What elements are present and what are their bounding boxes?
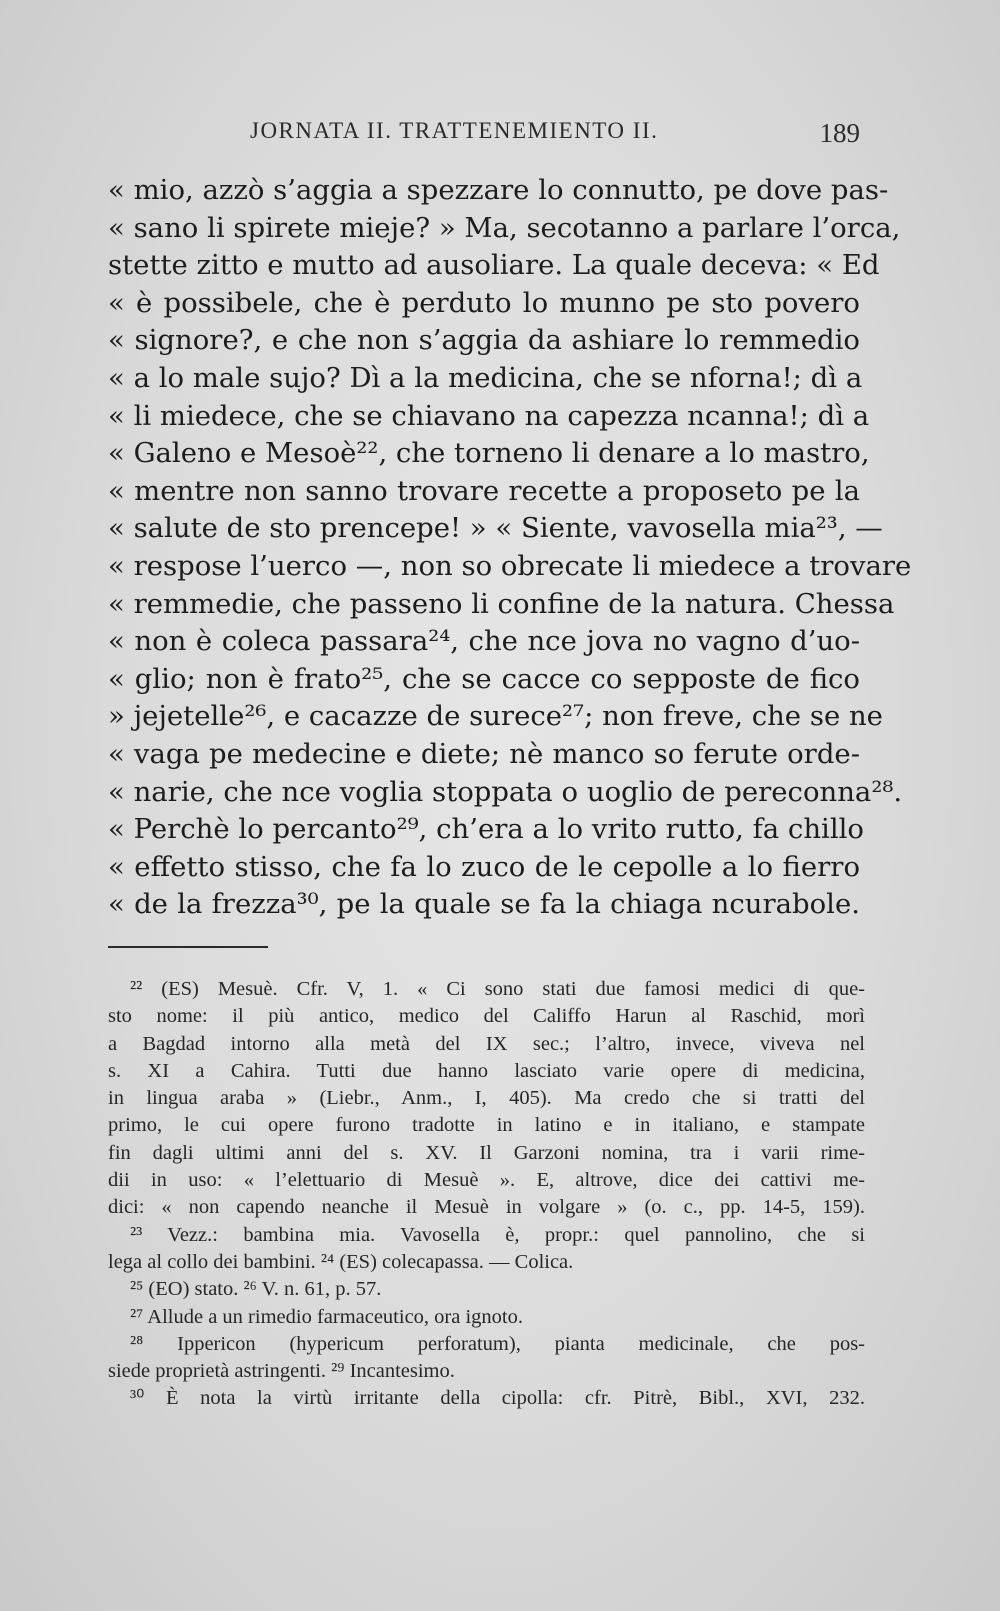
footnote-line: ²² (ES) Mesuè. Cfr. V, 1. « Ci sono stati due famosi medici di que- — [130, 978, 865, 1000]
page-number: 189 — [819, 118, 860, 148]
footnote-line: ²⁵ (EO) stato. ²⁶ V. n. 61, p. 57. — [130, 1278, 382, 1301]
text-line: « mio, azzò s’aggia a spezzare lo connutto, pe dove pas- — [108, 174, 889, 206]
footnotes — [108, 976, 865, 1413]
footnote-line: lega al collo dei bambini. ²⁴ (ES) colecapassa. — Colica. — [108, 1250, 574, 1273]
footnote-line: sto nome: il più antico, medico del Califfo Harun al Raschid, morì — [108, 1005, 865, 1028]
text-line: stette zitto e mutto ad ausoliare. La quale deceva: « Ed — [108, 249, 880, 282]
footnote-line: ²⁷ Allude a un rimedio farmaceutico, ora ignoto. — [130, 1305, 523, 1328]
text-line: « li miedece, che se chiavano na capezza ncanna!; dì a — [108, 399, 870, 432]
footnote-line: fin dagli ultimi anni del s. XV. Il Garzoni nomina, tra i varii rime- — [108, 1141, 865, 1164]
text-line: « remmedie, che passeno li confine de la natura. Chessa — [108, 587, 895, 620]
footnote-line: siede proprietà astringenti. ²⁹ Incantesimo. — [108, 1360, 455, 1383]
text-line: « glio; non è frato²⁵, che se cacce co sepposte de fico — [108, 662, 860, 695]
footnote-line: s. XI a Cahira. Tutti due hanno lasciato varie opere di medicina, — [108, 1059, 865, 1082]
text-line: « effetto stisso, che fa lo zuco de le cepolle a lo fierro — [108, 850, 860, 883]
footnote-line: dici: « non capendo neanche il Mesuè in volgare » (o. c., pp. 14-5, 159). — [108, 1196, 865, 1219]
text-line: « vaga pe medecine e diete; nè manco so ferute orde- — [108, 737, 860, 770]
page-header — [108, 118, 860, 154]
footnote-line: primo, le cui opere furono tradotte in latino e in italiano, e stampate — [108, 1114, 865, 1137]
text-line: « respose l’uerco —, non so obrecate li miedece a trovare — [108, 549, 912, 582]
text-line: » jejetelle²⁶, e cacazze de surece²⁷; non freve, che se ne — [108, 700, 883, 733]
text-line: « Galeno e Mesoè²², che torneno li denare a lo mastro, — [108, 437, 870, 470]
text-line: « de la frezza³⁰, pe la quale se fa la chiaga ncurabole. — [108, 888, 860, 921]
footnote-line: dii in uso: « l’elettuario di Mesuè ». E, altrove, dice dei cattivi me- — [108, 1169, 865, 1192]
footnote-line: ²⁸ Ippericon (hypericum perforatum), pianta medicinale, che pos- — [130, 1332, 865, 1355]
footnote-line: ³⁰ È nota la virtù irritante della cipolla: cfr. Pitrè, Bibl., XVI, 232. — [130, 1387, 865, 1410]
text-line: « signore?, e che non s’aggia da ashiare lo remmedio — [108, 324, 860, 357]
main-text — [108, 172, 912, 924]
text-line: « mentre non sanno trovare recette a proposeto pe la — [108, 474, 860, 507]
text-line: « a lo male sujo? Dì a la medicina, che se nforna!; dì a — [108, 361, 863, 394]
text-line: « Perchè lo percanto²⁹, ch’era a lo vrito rutto, fa chillo — [108, 813, 864, 846]
footnote-line: a Bagdad intorno alla metà del IX sec.; l’altro, invece, viveva nel — [108, 1032, 865, 1055]
text-line: « è possibele, che è perduto lo munno pe sto povero — [108, 286, 860, 319]
footnote-line: in lingua araba » (Liebr., Anm., I, 405). Ma credo che si tratti del — [108, 1087, 865, 1110]
footnote-line: ²³ Vezz.: bambina mia. Vavosella è, propr.: quel pannolino, che si — [130, 1223, 865, 1246]
text-line: « narie, che nce voglia stoppata o uoglio de pereconna²⁸. — [108, 775, 903, 808]
footnote-rule — [108, 946, 268, 948]
text-line: « non è coleca passara²⁴, che nce jova no vagno d’uo- — [108, 625, 860, 658]
text-line: « sano li spirete mieje? » Ma, secotanno a parlare l’orca, — [108, 211, 901, 244]
running-head: JORNATA II. TRATTENEMIENTO II. — [250, 118, 659, 143]
text-line: « salute de sto prencepe! » « Siente, vavosella mia²³, — — [108, 512, 883, 545]
